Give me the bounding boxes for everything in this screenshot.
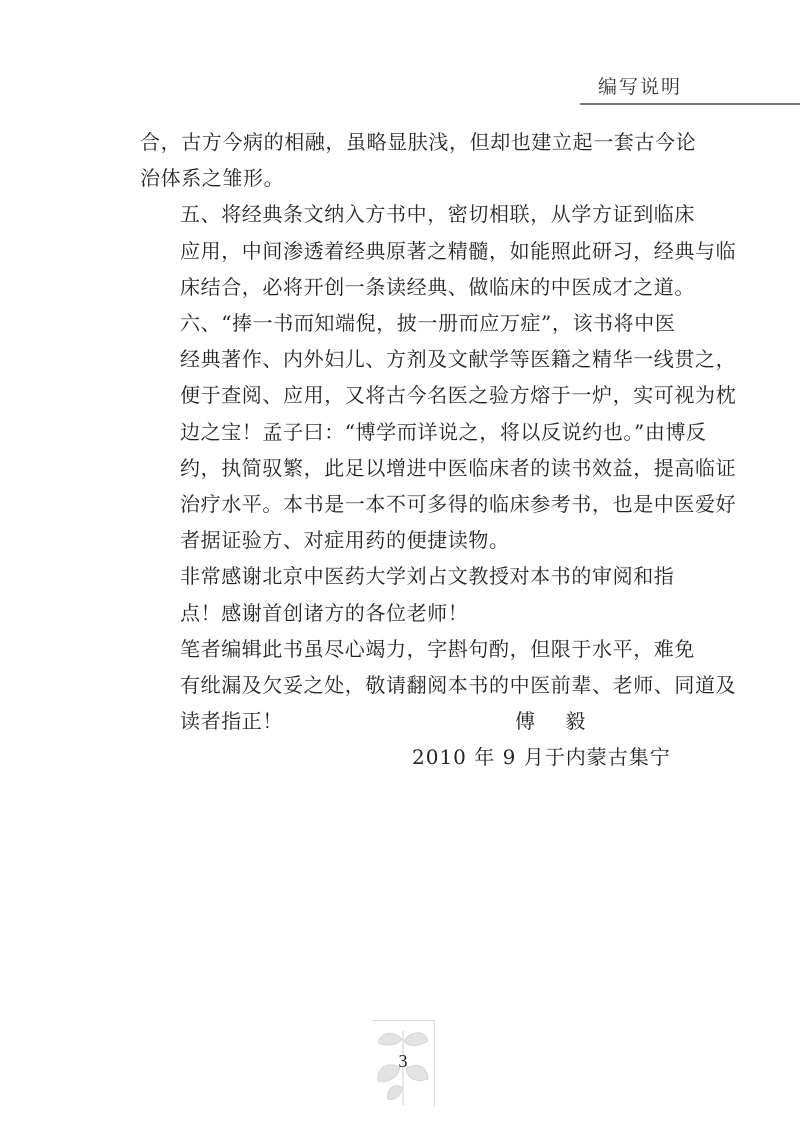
paragraph-3 [140,305,737,558]
page-number: 3 [398,1051,408,1071]
text-line: 六、“捧一书而知端倪，披一册而应万症”，该书将中医 [180,311,676,336]
running-header-title: 编写说明 [598,76,683,98]
text-line: 约，执简驭繁，此足以增进中医临床者的读书效益，提高临证 [180,455,737,480]
text-line: 者据证验方、对症用药的便捷读物。 [180,528,510,553]
preface-body [140,124,737,739]
text-line: 读者指正！ [180,709,283,734]
text-line: 非常感谢北京中医药大学刘占文教授对本书的审阅和指 [180,564,675,589]
text-line: 五、将经典条文纳入方书中，密切相联，从学方证到临床 [180,202,695,227]
author-signature: 傅 毅 [515,709,598,733]
page-footer [372,1020,435,1107]
text-line: 经典著作、内外妇儿、方剂及文献学等医籍之精华一线贯之， [180,347,737,372]
paragraph-1 [140,124,697,196]
text-line: 应用，中间渗透着经典原著之精髓，如能照此研习，经典与临 [180,238,737,263]
text-line: 点！感谢首创诸方的各位老师！ [180,600,469,625]
text-line: 合，古方今病的相融，虽略显肤浅，但却也建立起一套古今论 [140,130,697,154]
header-rule [580,103,800,105]
text-line: 边之宝！孟子曰：“博学而详说之，将以反说约也。”由博反 [180,419,707,444]
paragraph-2 [140,196,737,305]
paragraph-5 [140,631,737,740]
signature-date: 2010 年 9 月于内蒙古集宁 [412,745,671,769]
text-line: 治疗水平。本书是一本不可多得的临床参考书，也是中医爱好 [180,492,737,517]
text-line: 笔者编辑此书虽尽心竭力，字斟句酌，但限于水平，难免 [180,636,695,661]
text-line: 有纰漏及欠妥之处，敬请翻阅本书的中医前辈、老师、同道及 [180,673,737,698]
text-line: 床结合，必将开创一条读经典、做临床的中医成才之道。 [180,274,695,299]
text-line: 治体系之雏形。 [140,166,285,191]
text-line: 便于查阅、应用，又将古今名医之验方熔于一炉，实可视为枕 [180,383,737,408]
paragraph-4 [140,558,680,630]
